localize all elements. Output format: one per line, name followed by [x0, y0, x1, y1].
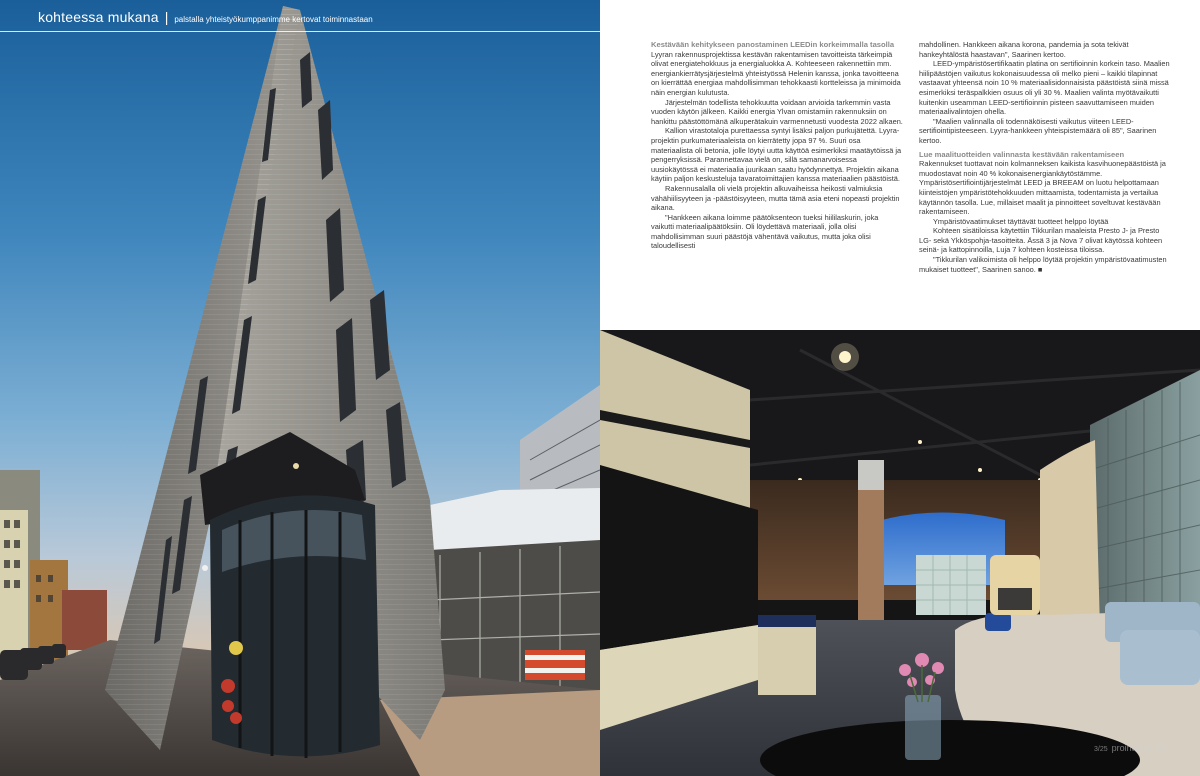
interior-photo [600, 330, 1200, 776]
article-paragraph: Ympäristövaatimukset täyttävät tuotteet helppo löytää [933, 216, 1109, 226]
section-header [38, 9, 373, 25]
right-page-folio [1094, 743, 1166, 753]
article-paragraph: "Hankkeen aikana loimme päätöksenteon tueksi hiililaskurin, joka vaikutti materiaalipäätöksiin. Oli löydettävä materiaali, jolla olisi mahdollisimman suuri päästöjä vähentävä vaikutus, mutta joka olisi taloudellisesti [651, 212, 879, 251]
article-column-1 [651, 40, 903, 290]
folio-magazine-name: prointerior [1111, 743, 1153, 753]
article-paragraph: Lyyran rakennusprojektissa kestävän rakentamisen tavoitteista tärkeimpiä olivat energiatehokkuus ja energialuokka A. Kohteeseen rakennettiin mm. energiankierrätysjärjestelmä yhteistyössä Helenin kanssa, jonka tavoitteena on kierrättää energiaa mahdollisimman tehokkaasti kortteleissa ja minimoida näin energian kulutusta. [651, 49, 901, 97]
article-paragraph: "Maalien valinnalla oli todennäköisesti vaikutus viiteen LEED-sertifiointipisteeseen. Lyyra-hankkeen yhteispistemäärä oli 85", Saarinen kertoo. [919, 116, 1157, 145]
article-subheading: Kestävään kehitykseen panostaminen LEEDin korkeimmalla tasolla [651, 40, 895, 49]
article-paragraph: Kallion virastotaloja purettaessa syntyi lisäksi paljon purkujätettä. Lyyra-projektin purkumateriaaleista on kierrätetty jopa 97 %. Suuri osa materiaalista oli betonia, jolle löytyi uutta käyttöä esimerkiksi maatäytöissä ja pengerryksissä. Parannettavaa vielä on, sillä samanarvoisessa uusiokäytössä ei materiaalia juurikaan saatu hyödynnettyä. Projektin aikana käytiin paljon keskusteluja tavaratoimittajien kanssa materiaalien päästöistä. [651, 126, 902, 184]
article-paragraph: "Tikkurilan valikoimista oli helppo löytää projektin ympäristövaatimusten mukaiset tuotteet", Saarinen sanoo. ■ [919, 255, 1167, 274]
article-paragraph: Rakennukset tuottavat noin kolmanneksen kaikista kasvihuonepäästöistä ja muodostavat noin 40 % kokonaisenergiankäytöstämme. Ympäristösertifiointijärjestelmät LEED ja BREEAM on luotu helpottamaan kiinteistöjen ympäristötehokkuuden mittaamista, todentamista ja vertailua käytännön tasolla. Lue, millaiset maalit ja pinnoitteet soveltuvat kestävään rakentamiseen. [919, 159, 1166, 217]
folio-issue: 3/25 [1094, 746, 1108, 753]
section-subtitle: palstalla yhteistyökumppanimme kertovat toiminnastaan [174, 15, 373, 24]
article-paragraph: Kohteen sisätiloissa käytettiin Tikkurilan maaleista Presto J- ja Presto LG- sekä Ykköspohja-tasoitteita. Ässä 3 ja Nova 7 olivat käytössä kohteen seinä- ja kattopinnoilla, Luja 7 kohteen kosteissa tiloissa. [919, 226, 1163, 255]
article-subheading: Lue maalituotteiden valinnasta kestävään rakentamiseen [919, 149, 1125, 159]
article-column-2 [919, 40, 1171, 290]
header-rule [0, 31, 600, 32]
article-paragraph: LEED-ympäristösertifikaatin platina on sertifioinnin korkein taso. Maalien hiilipäästöjen vaikutus kokonaisuudessa oli melko pieni – kaikki tilapinnat vastaavat yhteensä noin 10 % materiaalisidonnaisista päästöistä siinä missä esimerkiksi teräspalkkien osuus oli yli 30 %. Maalien valinta myötävaikutti kuitenkin useamman LEED-sertifioinnin pisteen saavuttamiseen muiden materiaalivalintojen ohella. [919, 59, 1170, 117]
article-text [651, 40, 1171, 290]
section-title: kohteessa mukana [38, 9, 159, 25]
header-divider: | [164, 9, 169, 25]
interior-illustration [600, 330, 1200, 776]
article-paragraph: Rakennusalalla oli vielä projektin alkuvaiheissa heikosti valmiuksia vähähiilisyyteen ja -päästöisyyteen, mutta tämä asia eteni nopeasti projektin aikana. [651, 183, 900, 213]
folio-page-number: 35 [1156, 743, 1167, 753]
article-paragraph: Järjestelmän todellista tehokkuutta voidaan arvioida tarkemmin vasta vuoden käytön jälkeen. Kaikki energia Ylvan omistamiin rakennuksiin on hankittu päästöttömänä alkuperätakuin varmennetusti vuodesta 2022 alkaen. [651, 97, 903, 126]
article-paragraph: mahdollinen. Hankkeen aikana korona, pandemia ja sota tekivät hankeyhtälöstä haastavan", Saarinen kertoo. [919, 40, 1129, 59]
